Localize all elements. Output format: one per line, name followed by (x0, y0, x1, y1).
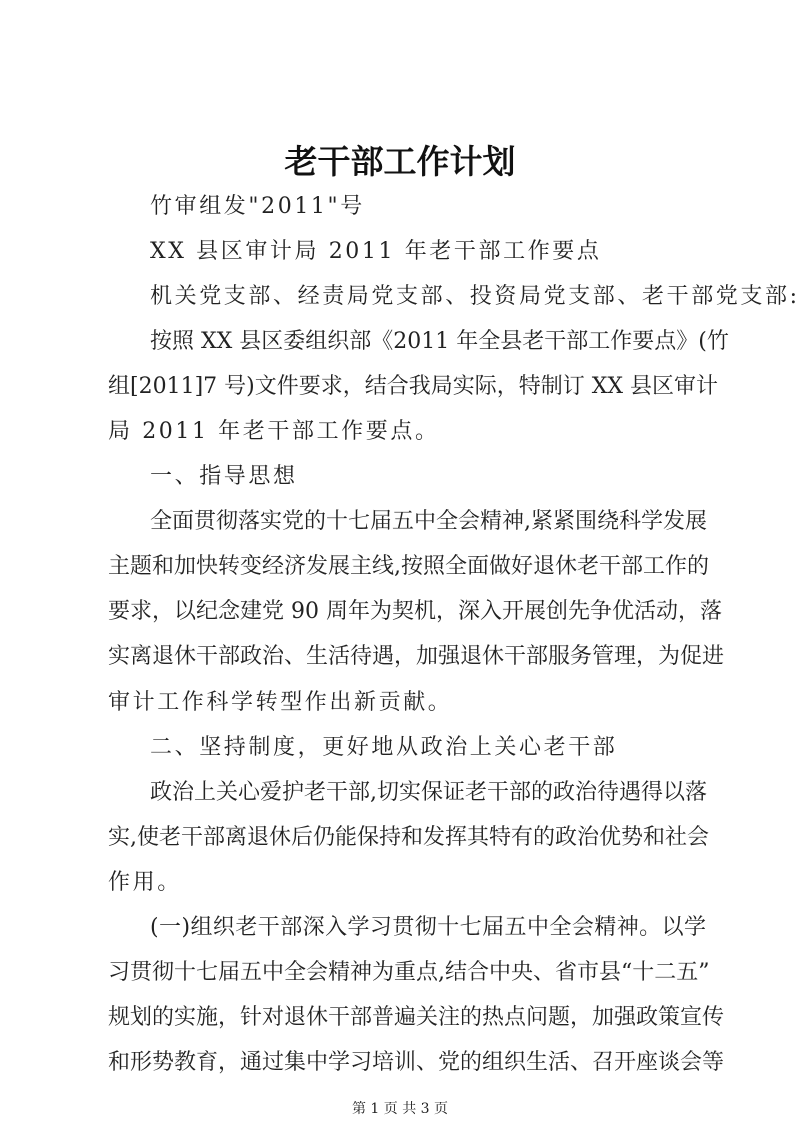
page-footer: 第 1 页 共 3 页 (351, 1101, 449, 1117)
recipients: 机关党支部、经责局党支部、投资局党支部、老干部党支部: (150, 284, 800, 310)
paragraph-line: 规划的实施，针对退休干部普遍关注的热点问题，加强政策宣传 (108, 1004, 725, 1030)
paragraph-line: 和形势教育，通过集中学习培训、党的组织生活、召开座谈会等 (108, 1049, 725, 1075)
paragraph-line: 主题和加快转变经济发展主线,按照全面做好退休老干部工作的 (108, 554, 709, 580)
paragraph-line: 作用。 (108, 869, 182, 895)
doc-subtitle: XX 县区审计局 2011 年老干部工作要点 (150, 239, 602, 265)
paragraph-line: 政治上关心爱护老干部,切实保证老干部的政治待遇得以落 (150, 779, 707, 805)
paragraph-line: 按照 XX 县区委组织部《2011 年全县老干部工作要点》(竹 (150, 329, 729, 355)
section-heading: 二、坚持制度，更好地从政治上关心老干部 (150, 734, 618, 760)
paragraph-line: 习贯彻十七届五中全会精神为重点,结合中央、省市县“十二五” (108, 959, 710, 985)
document-body (108, 184, 800, 1085)
doc-number: 竹审组发"2011"号 (150, 194, 365, 219)
paragraph-line: 实离退休干部政治、生活待遇，加强退休干部服务管理，为促进 (108, 644, 725, 670)
paragraph-line: 全面贯彻落实党的十七届五中全会精神,紧紧围绕科学发展 (150, 509, 707, 535)
paragraph-line: 实,使老干部离退休后仍能保持和发挥其特有的政治优势和社会 (108, 824, 709, 850)
paragraph-line: 审计工作科学转型作出新贡献。 (108, 689, 453, 715)
paragraph-line: 要求，以纪念建党 90 周年为契机，深入开展创先争优活动，落 (108, 599, 722, 625)
paragraph-line: (一)组织老干部深入学习贯彻十七届五中全会精神。以学 (150, 914, 706, 940)
paragraph-line: 局 2011 年老干部工作要点。 (108, 419, 440, 445)
document-title: 老干部工作计划 (284, 142, 516, 181)
paragraph-line: 组[2011]7 号)文件要求，结合我局实际，特制订 XX 县区审计 (108, 374, 719, 400)
section-heading: 一、指导思想 (150, 464, 298, 490)
